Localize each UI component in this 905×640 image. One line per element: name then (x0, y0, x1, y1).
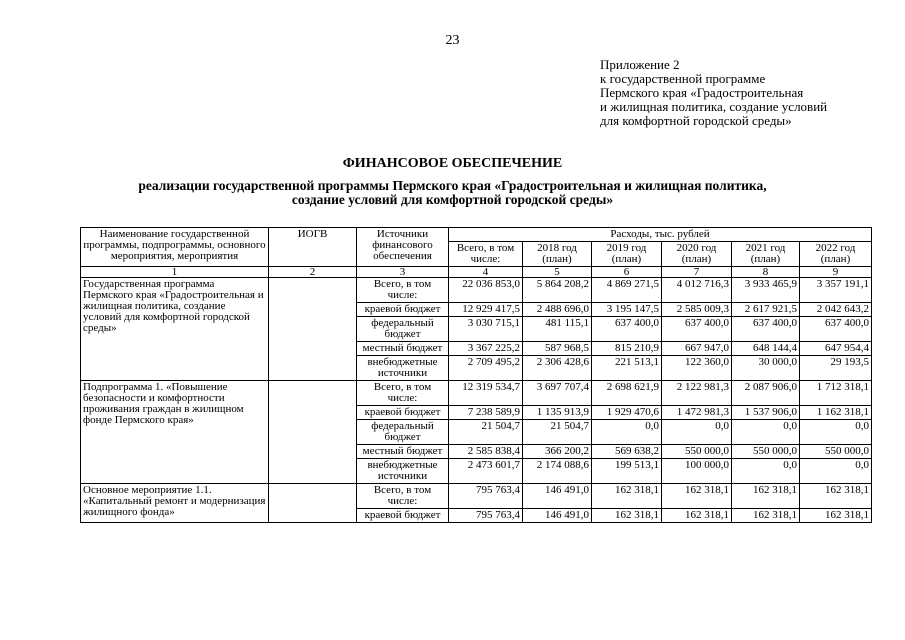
document-subtitle (0, 179, 905, 207)
amount-cell: 221 513,1 (592, 356, 662, 381)
amount-cell: 587 968,5 (523, 342, 592, 356)
column-number-row (81, 267, 872, 278)
funding-source: Всего, в том числе: (357, 278, 449, 303)
amount-cell: 162 318,1 (662, 509, 732, 523)
amount-cell: 637 400,0 (592, 317, 662, 342)
amount-cell: 3 357 191,1 (800, 278, 872, 303)
amount-cell: 3 195 147,5 (592, 303, 662, 317)
funding-source: внебюджетные источники (357, 356, 449, 381)
amount-cell: 2 042 643,2 (800, 303, 872, 317)
header-year-2021: 2021 год (план) (732, 242, 800, 267)
amount-cell: 162 318,1 (732, 484, 800, 509)
column-number: 1 (81, 267, 269, 278)
amount-cell: 648 144,4 (732, 342, 800, 356)
amount-cell: 2 122 981,3 (662, 381, 732, 406)
table-row (81, 484, 872, 509)
header-expenses: Расходы, тыс. рублей (449, 228, 872, 242)
amount-cell: 162 318,1 (592, 484, 662, 509)
amount-cell: 0,0 (800, 459, 872, 484)
column-number: 5 (523, 267, 592, 278)
amount-cell: 0,0 (662, 420, 732, 445)
subtitle-line: создание условий для комфортной городской среды» (291, 192, 614, 207)
amount-cell: 3 697 707,4 (523, 381, 592, 406)
funding-source: Всего, в том числе: (357, 484, 449, 509)
funding-source: краевой бюджет (357, 303, 449, 317)
amount-cell: 21 504,7 (449, 420, 523, 445)
amount-cell: 199 513,1 (592, 459, 662, 484)
header-name: Наименование государственной программы, подпрограммы, основного мероприятия, мероприятия (81, 228, 269, 267)
column-number: 9 (800, 267, 872, 278)
column-number: 6 (592, 267, 662, 278)
amount-cell: 5 864 208,2 (523, 278, 592, 303)
amount-cell: 1 929 470,6 (592, 406, 662, 420)
amount-cell: 3 933 465,9 (732, 278, 800, 303)
program-name: Основное мероприятие 1.1. «Капитальный ремонт и модернизация жилищного фонда» (81, 484, 269, 523)
amount-cell: 0,0 (592, 420, 662, 445)
amount-cell: 2 585 009,3 (662, 303, 732, 317)
table-body (81, 267, 872, 523)
table-row (81, 381, 872, 406)
funding-source: федеральный бюджет (357, 317, 449, 342)
amount-cell: 2 698 621,9 (592, 381, 662, 406)
header-iogv: ИОГВ (269, 228, 357, 267)
amount-cell: 569 638,2 (592, 445, 662, 459)
amount-cell: 21 504,7 (523, 420, 592, 445)
column-number: 3 (357, 267, 449, 278)
funding-source: краевой бюджет (357, 509, 449, 523)
amount-cell: 1 537 906,0 (732, 406, 800, 420)
amount-cell: 2 617 921,5 (732, 303, 800, 317)
amount-cell: 12 319 534,7 (449, 381, 523, 406)
iogv-cell (269, 278, 357, 381)
header-total: Всего, в том числе: (449, 242, 523, 267)
amount-cell: 7 238 589,9 (449, 406, 523, 420)
financing-table (80, 227, 872, 523)
iogv-cell (269, 381, 357, 484)
funding-source: федеральный бюджет (357, 420, 449, 445)
amount-cell: 146 491,0 (523, 509, 592, 523)
amount-cell: 2 174 088,6 (523, 459, 592, 484)
amount-cell: 637 400,0 (732, 317, 800, 342)
appendix-line: Пермского края «Градостроительная (600, 85, 804, 100)
amount-cell: 162 318,1 (800, 509, 872, 523)
header-year-2018: 2018 год (план) (523, 242, 592, 267)
amount-cell: 1 472 981,3 (662, 406, 732, 420)
amount-cell: 3 030 715,1 (449, 317, 523, 342)
header-source: Источники финансового обеспечения (357, 228, 449, 267)
amount-cell: 2 585 838,4 (449, 445, 523, 459)
program-name: Подпрограмма 1. «Повышение безопасности и комфортности проживания граждан в жилищном фонде Пермского края» (81, 381, 269, 484)
amount-cell: 481 115,1 (523, 317, 592, 342)
table-header (81, 228, 872, 267)
amount-cell: 550 000,0 (732, 445, 800, 459)
amount-cell: 146 491,0 (523, 484, 592, 509)
amount-cell: 29 193,5 (800, 356, 872, 381)
table-row (81, 278, 872, 303)
amount-cell: 2 709 495,2 (449, 356, 523, 381)
column-number: 4 (449, 267, 523, 278)
header-year-2020: 2020 год (план) (662, 242, 732, 267)
amount-cell: 795 763,4 (449, 509, 523, 523)
funding-source: местный бюджет (357, 342, 449, 356)
amount-cell: 795 763,4 (449, 484, 523, 509)
amount-cell: 550 000,0 (662, 445, 732, 459)
amount-cell: 1 135 913,9 (523, 406, 592, 420)
document-title: ФИНАНСОВОЕ ОБЕСПЕЧЕНИЕ (342, 156, 563, 171)
amount-cell: 0,0 (732, 420, 800, 445)
amount-cell: 12 929 417,5 (449, 303, 523, 317)
amount-cell: 1 162 318,1 (800, 406, 872, 420)
amount-cell: 667 947,0 (662, 342, 732, 356)
appendix-line: и жилищная политика, создание условий (600, 99, 828, 114)
amount-cell: 2 488 696,0 (523, 303, 592, 317)
appendix-line: Приложение 2 (600, 57, 680, 72)
amount-cell: 30 000,0 (732, 356, 800, 381)
amount-cell: 0,0 (732, 459, 800, 484)
amount-cell: 162 318,1 (662, 484, 732, 509)
amount-cell: 3 367 225,2 (449, 342, 523, 356)
header-year-2019: 2019 год (план) (592, 242, 662, 267)
appendix-line: к государственной программе (600, 71, 766, 86)
iogv-cell (269, 484, 357, 523)
amount-cell: 366 200,2 (523, 445, 592, 459)
amount-cell: 2 306 428,6 (523, 356, 592, 381)
funding-source: внебюджетные источники (357, 459, 449, 484)
amount-cell: 162 318,1 (732, 509, 800, 523)
amount-cell: 4 012 716,3 (662, 278, 732, 303)
appendix-note (600, 58, 827, 128)
amount-cell: 2 087 906,0 (732, 381, 800, 406)
column-number: 8 (732, 267, 800, 278)
amount-cell: 637 400,0 (662, 317, 732, 342)
amount-cell: 162 318,1 (800, 484, 872, 509)
funding-source: краевой бюджет (357, 406, 449, 420)
page-number: 23 (445, 33, 460, 48)
amount-cell: 2 473 601,7 (449, 459, 523, 484)
appendix-line: для комфортной городской среды» (600, 113, 792, 128)
amount-cell: 1 712 318,1 (800, 381, 872, 406)
amount-cell: 100 000,0 (662, 459, 732, 484)
amount-cell: 22 036 853,0 (449, 278, 523, 303)
amount-cell: 550 000,0 (800, 445, 872, 459)
amount-cell: 647 954,4 (800, 342, 872, 356)
amount-cell: 162 318,1 (592, 509, 662, 523)
header-year-2022: 2022 год (план) (800, 242, 872, 267)
column-number: 7 (662, 267, 732, 278)
subtitle-line: реализации государственной программы Пермского края «Градостроительная и жилищная политика, (138, 178, 767, 193)
funding-source: местный бюджет (357, 445, 449, 459)
program-name: Государственная программа Пермского края «Градостроительная и жилищная политика, создание условий для комфортной городской среды» (81, 278, 269, 381)
funding-source: Всего, в том числе: (357, 381, 449, 406)
amount-cell: 122 360,0 (662, 356, 732, 381)
amount-cell: 0,0 (800, 420, 872, 445)
amount-cell: 637 400,0 (800, 317, 872, 342)
amount-cell: 815 210,9 (592, 342, 662, 356)
amount-cell: 4 869 271,5 (592, 278, 662, 303)
column-number: 2 (269, 267, 357, 278)
